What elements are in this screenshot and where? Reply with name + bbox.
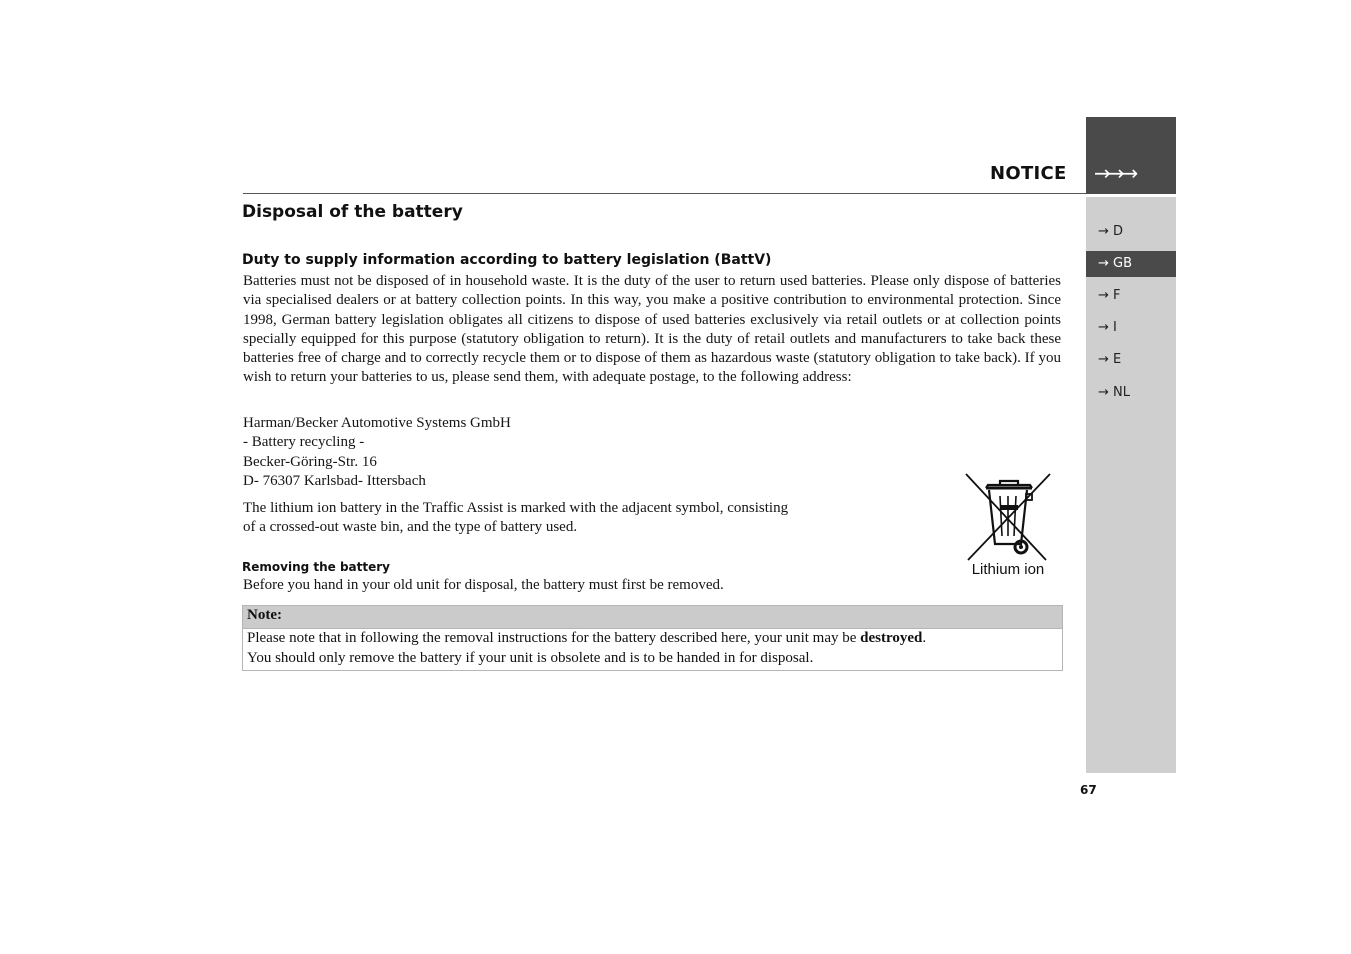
sidebar-item-d[interactable]: → D [1098, 224, 1124, 239]
lithium-paragraph [243, 499, 823, 538]
page-number: 67 [1080, 783, 1097, 797]
sidebar-item-f[interactable]: → F [1098, 288, 1121, 303]
battv-paragraph: Batteries must not be disposed of in household waste. It is the duty of the user to return used batteries. Please only dispose of batteries via specialised dealers or at battery collection points. In this way, you make a positive contribution to environmental protection. Since 1998, German battery legislation obligates all citizens to dispose of used batteries exclusively via retail outlets or at collection points specially equipped for this purpose (statutory obligation to return). It is the duty of retail outlets and manufacturers to take back these batteries free of charge and to correctly recycle them or to dispose of them as hazardous waste (statutory obligation to take back). If you wish to return your batteries to us, please send them, with adequate postage, to the following address: [243, 273, 1061, 386]
address-line: - Battery recycling - [243, 434, 365, 451]
sidebar-item-e[interactable]: → E [1098, 352, 1122, 367]
sidebar-header [1086, 117, 1176, 194]
note-header [243, 606, 1062, 629]
header-divider [243, 193, 1086, 194]
note-text: Please note that in following the removal instructions for the battery described here, your unit may be [247, 630, 861, 646]
sidebar-item-i[interactable]: → I [1098, 320, 1117, 335]
page-title: NOTICE [990, 163, 1067, 184]
section-title: Disposal of the battery [242, 202, 463, 222]
note-emphasis: destroyed [860, 630, 923, 646]
sidebar-item-gb[interactable]: → GB [1086, 251, 1176, 277]
subsection-title: Duty to supply information according to battery legislation (BattV) [242, 252, 772, 268]
nav-arrows-icon: →→→ [1094, 161, 1136, 185]
sidebar-item-nl[interactable]: → NL [1098, 385, 1130, 400]
note-line-1 [247, 628, 1057, 648]
address-line: Becker-Göring-Str. 16 [243, 453, 377, 470]
language-sidebar [1086, 197, 1176, 773]
lithium-line: The lithium ion battery in the Traffic Assist is marked with the adjacent symbol, consisting [243, 500, 789, 516]
address-line: Harman/Becker Automotive Systems GmbH [243, 415, 511, 431]
note-line-2: You should only remove the battery if your unit is obsolete and is to be handed in for disposal. [247, 650, 814, 666]
note-body [247, 628, 1057, 668]
removing-paragraph: Before you hand in your old unit for disposal, the battery must first be removed. [243, 577, 724, 593]
removing-title: Removing the battery [242, 560, 391, 574]
note-text: . [922, 630, 927, 646]
address-line: D- 76307 Karlsbad- Ittersbach [243, 472, 426, 489]
return-address [243, 414, 643, 491]
note-box [242, 605, 1063, 671]
lithium-line: of a crossed-out waste bin, and the type of battery used. [243, 519, 578, 536]
note-heading: Note: [247, 607, 282, 623]
crossed-out-bin-icon [964, 472, 1054, 564]
symbol-label: Lithium ion [971, 561, 1045, 578]
